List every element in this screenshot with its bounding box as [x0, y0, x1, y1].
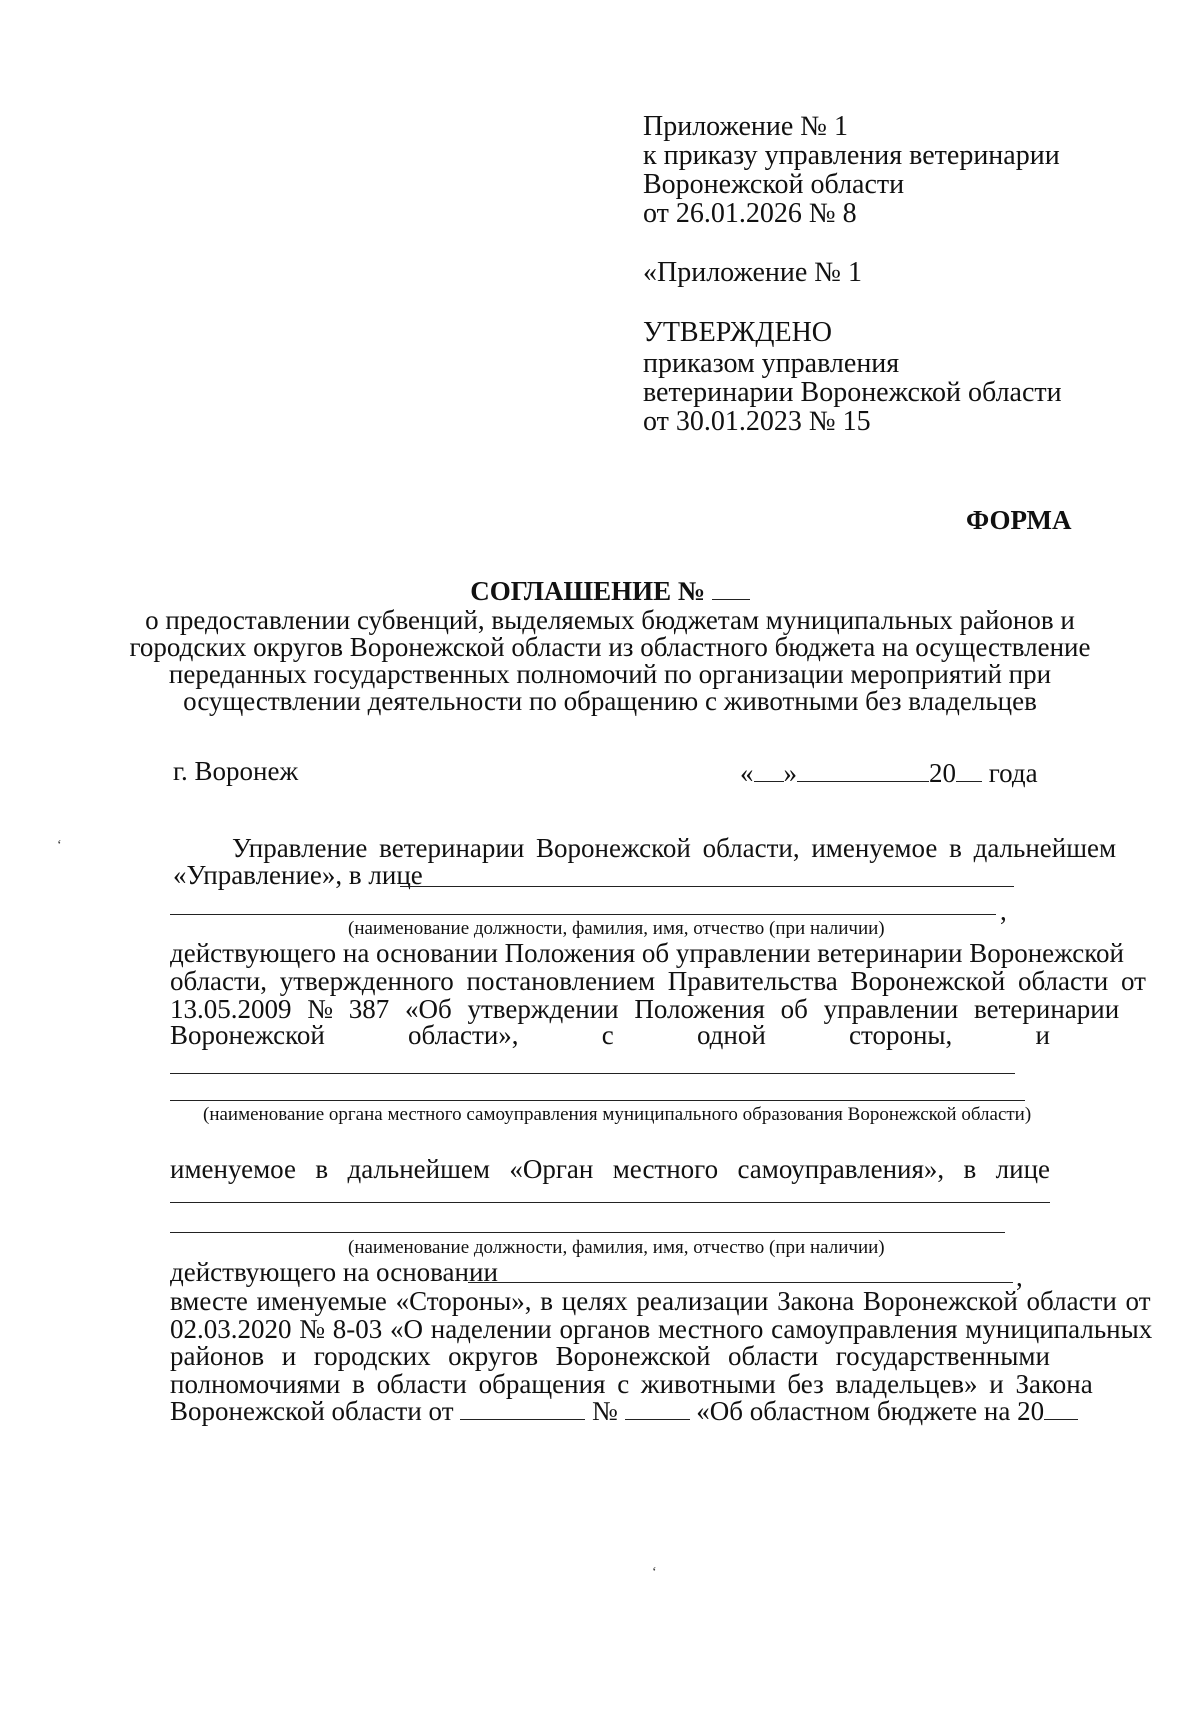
approved-line-2: ветеринарии Воронежской области [643, 377, 1062, 408]
caption-org: (наименование органа местного самоуправления муниципального образования Воронежской области) [203, 1104, 1032, 1125]
fill-line-person-1 [170, 1202, 1050, 1203]
appendix-line-2: к приказу управления ветеринарии [643, 140, 1060, 171]
approved-line-1: приказом управления [643, 348, 900, 379]
subtitle-line-1: о предоставлении субвенций, выделяемых бюджетам муниципальных районов и [145, 605, 1075, 635]
p5-line-3: районов и городских округов Воронежской области государственными [170, 1341, 1050, 1371]
p1-line-1: Управление ветеринарии Воронежской области, именуемое в дальнейшем [232, 833, 1117, 863]
p5-line-1: вместе именуемые «Стороны», в целях реализации Закона Воронежской области от [170, 1286, 1151, 1316]
subtitle-line-3: переданных государственных полномочий по организации мероприятий при [168, 659, 1052, 689]
approved-line-3: от 30.01.2023 № 15 [643, 406, 871, 437]
quoted-appendix: «Приложение № 1 [643, 257, 862, 288]
comma-1: , [1000, 896, 1007, 926]
appendix-line-1: Приложение № 1 [643, 111, 848, 142]
caption-person: (наименование должности, фамилия, имя, отчество (при наличии) [348, 918, 885, 939]
form-label: ФОРМА [966, 505, 1072, 535]
appendix-line-3: Воронежской области [643, 169, 905, 200]
p2-line-1: действующего на основании Положения об управлении ветеринарии Воронежской [170, 938, 1124, 968]
agreement-heading: СОГЛАШЕНИЕ № [0, 576, 1200, 606]
p4-line-1: действующего на основании [170, 1257, 498, 1287]
fill-line-basis [468, 1282, 1013, 1283]
p1-line-2: «Управление», в лице [173, 860, 423, 890]
approved-label: УТВЕРЖДЕНО [643, 317, 833, 348]
appendix-line-4: от 26.01.2026 № 8 [643, 198, 857, 229]
subtitle-line-4: осуществлении деятельности по обращению с животными без владельцев [183, 686, 1037, 716]
subtitle-line-2: городских округов Воронежской области из областного бюджета на осуществление [129, 632, 1091, 662]
city: г. Воронеж [173, 756, 299, 786]
fill-line-person-2 [170, 1232, 1005, 1233]
p2-line-3: 13.05.2009 № 387 «Об утверждении Положения об управлении ветеринарии [170, 994, 1120, 1024]
p3-line: именуемое в дальнейшем «Орган местного самоуправления», в лице [170, 1154, 1050, 1184]
date-field: « » 20 года [740, 758, 1038, 788]
scan-mark-1: ʻ [57, 838, 62, 853]
fill-line-org-2 [170, 1100, 1025, 1101]
p2-line-2: области, утвержденного постановлением Правительства Воронежской области от [170, 966, 1146, 996]
scan-mark-2: ʻ [652, 1565, 657, 1580]
caption-person-2: (наименование должности, фамилия, имя, отчество (при наличии) [348, 1237, 885, 1258]
p5-line-5: Воронежской области от № «Об областном бюджете на 20 [170, 1396, 1078, 1426]
p5-line-2: 02.03.2020 № 8-03 «О наделении органов местного самоуправления муниципальных [170, 1314, 1153, 1344]
fill-line-org-1 [170, 1073, 1015, 1074]
p5-line-4: полномочиями в области обращения с животными без владельцев» и Закона [170, 1369, 1093, 1399]
comma-2: , [1016, 1262, 1023, 1292]
fill-line-representative-2 [170, 914, 996, 915]
fill-line-representative [400, 886, 1014, 887]
p2-line-4: Воронежской области», с одной стороны, и [170, 1020, 1050, 1050]
